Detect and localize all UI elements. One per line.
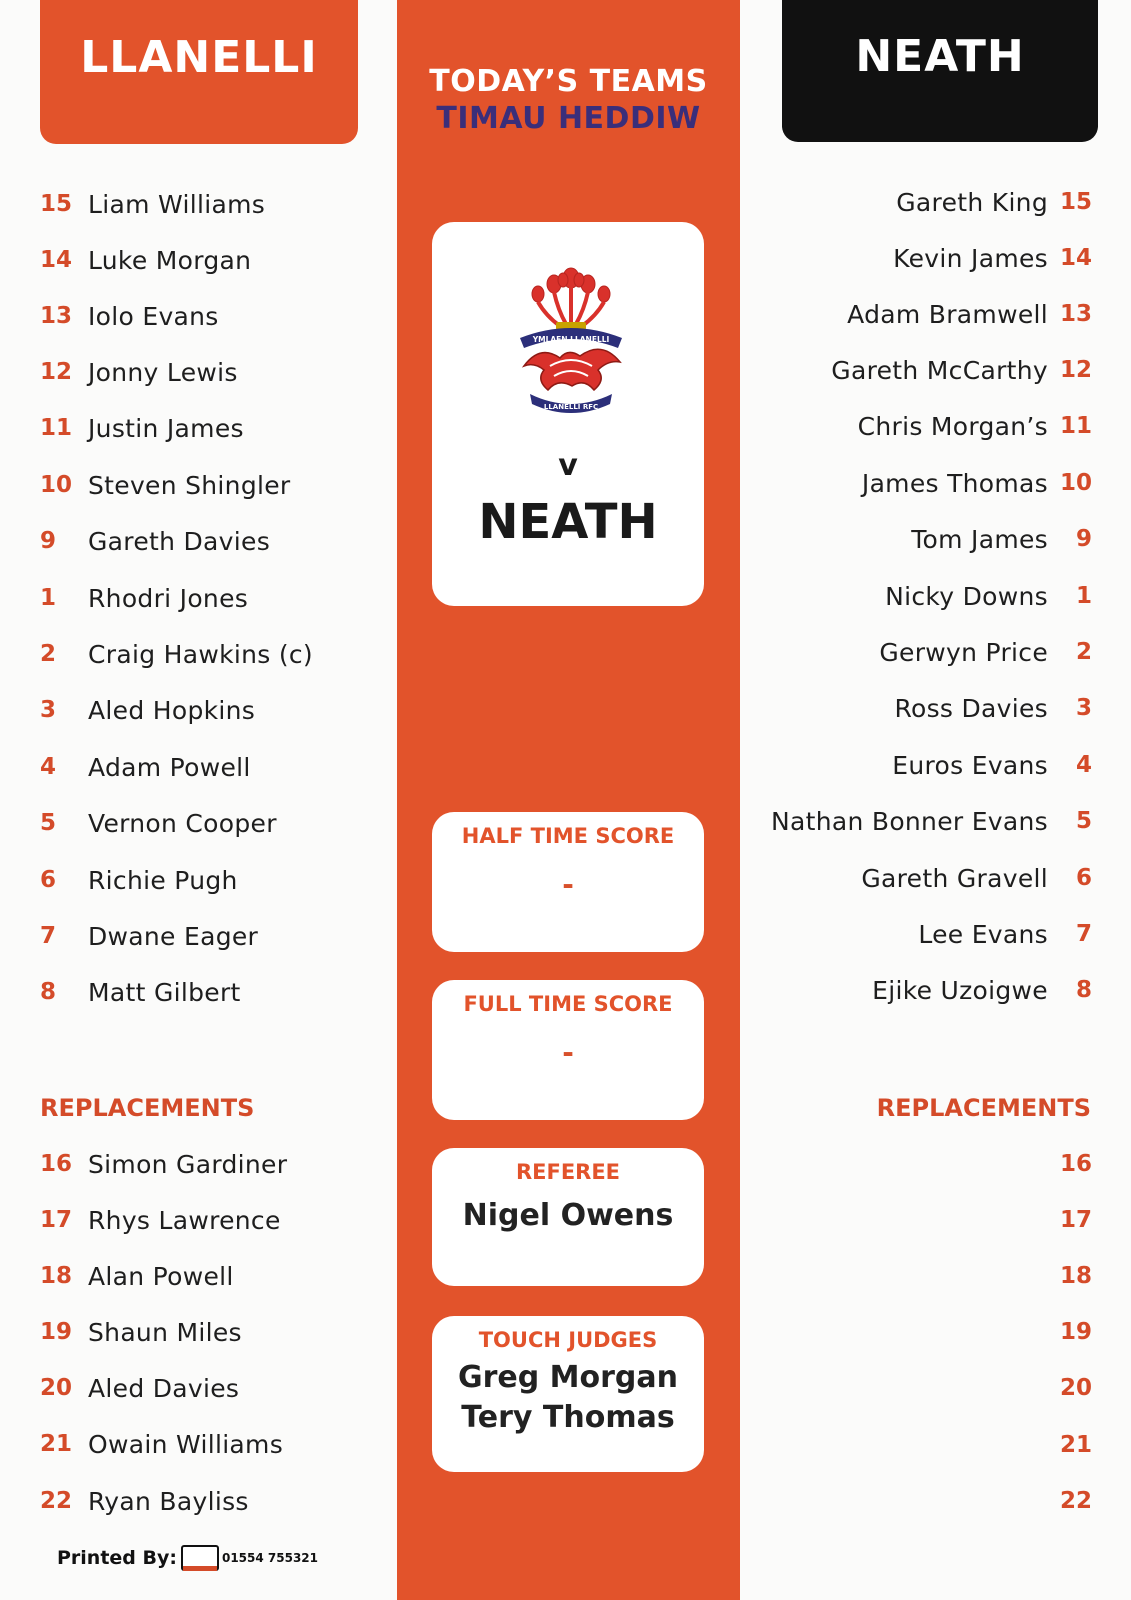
player-number: 13 [40, 303, 73, 329]
player-number: 15 [1059, 189, 1092, 215]
versus-label: v [558, 448, 578, 483]
player-number: 2 [1075, 639, 1092, 665]
away-player-row [740, 688, 1092, 728]
player-number: 11 [1059, 413, 1092, 439]
player-number: 3 [1075, 695, 1092, 721]
player-number: 20 [40, 1375, 73, 1401]
home-player-row [40, 521, 380, 561]
home-player-row [40, 916, 380, 956]
player-number: 22 [1059, 1488, 1092, 1514]
player-name: Gareth King [896, 187, 1048, 217]
player-number: 7 [40, 923, 57, 949]
printed-by-label: Printed By: [57, 1547, 177, 1569]
player-number: 10 [40, 472, 73, 498]
player-number: 2 [40, 641, 57, 667]
home-player-row [40, 296, 380, 336]
player-name: Aled Davies [88, 1373, 240, 1403]
player-name: James Thomas [861, 468, 1048, 498]
player-name: Chris Morgan’s [857, 411, 1048, 441]
player-number: 22 [40, 1488, 73, 1514]
player-name: Adam Powell [88, 752, 251, 782]
home-replacements-title: REPLACEMENTS [40, 1094, 255, 1122]
crest-motto-top: YMLAEN LLANELLI [532, 335, 610, 344]
away-replacement-row [740, 1481, 1092, 1521]
player-number: 12 [40, 359, 73, 385]
player-name: Justin James [88, 413, 244, 443]
player-number: 11 [40, 415, 73, 441]
player-name: Richie Pugh [88, 865, 238, 895]
player-name: Vernon Cooper [88, 808, 277, 838]
home-player-row [40, 747, 380, 787]
home-player-row [40, 690, 380, 730]
player-number: 19 [1059, 1319, 1092, 1345]
home-team-header [40, 0, 358, 144]
home-replacement-row [40, 1424, 380, 1464]
player-name: Gerwyn Price [879, 637, 1048, 667]
player-number: 20 [1059, 1375, 1092, 1401]
player-name: Nicky Downs [885, 581, 1048, 611]
away-replacement-row [740, 1200, 1092, 1240]
away-player-row [740, 294, 1092, 334]
player-name: Luke Morgan [88, 245, 252, 275]
player-name: Aled Hopkins [88, 695, 256, 725]
away-player-row [740, 632, 1092, 672]
player-number: 8 [40, 979, 57, 1005]
player-number: 5 [40, 810, 57, 836]
away-player-row [740, 858, 1092, 898]
player-number: 21 [1059, 1432, 1092, 1458]
player-number: 9 [40, 528, 57, 554]
home-player-row [40, 860, 380, 900]
player-number: 14 [1059, 245, 1092, 271]
player-number: 16 [40, 1151, 73, 1177]
player-name: Simon Gardiner [88, 1149, 288, 1179]
player-number: 3 [40, 697, 57, 723]
home-player-row [40, 184, 380, 224]
player-name: Adam Bramwell [847, 299, 1048, 329]
away-replacement-row [740, 1256, 1092, 1296]
away-team-name: NEATH [855, 30, 1025, 82]
away-replacements-title: REPLACEMENTS [876, 1094, 1091, 1122]
player-number: 18 [40, 1263, 73, 1289]
half-time-label: HALF TIME SCORE [461, 824, 675, 848]
player-name: Gareth Davies [88, 526, 271, 556]
player-name: Rhys Lawrence [88, 1205, 281, 1235]
printer-credit [57, 1545, 318, 1571]
player-number: 17 [1059, 1207, 1092, 1233]
away-player-row [740, 406, 1092, 446]
half-time-value: - [562, 868, 574, 901]
player-number: 9 [1075, 526, 1092, 552]
todays-teams-heading [397, 64, 740, 136]
player-name: Kevin James [893, 243, 1048, 273]
away-player-row [740, 350, 1092, 390]
away-player-row [740, 463, 1092, 503]
player-name: Owain Williams [88, 1429, 284, 1459]
player-number: 15 [40, 191, 73, 217]
player-name: Tom James [911, 524, 1048, 554]
player-name: Gareth McCarthy [831, 355, 1048, 385]
away-player-row [740, 519, 1092, 559]
referee-label: REFEREE [515, 1160, 621, 1184]
player-name: Craig Hawkins (c) [88, 639, 313, 669]
player-number: 1 [40, 585, 57, 611]
away-player-row [740, 801, 1092, 841]
player-number: 6 [40, 867, 57, 893]
player-number: 8 [1075, 977, 1092, 1003]
player-number: 21 [40, 1431, 73, 1457]
crest-motto-bottom: LLANELLI RFC [543, 403, 599, 411]
home-player-row [40, 240, 380, 280]
player-name: Liam Williams [88, 189, 266, 219]
home-player-row [40, 352, 380, 392]
referee-name: Nigel Owens [462, 1198, 674, 1233]
home-player-row [40, 634, 380, 674]
away-player-row [740, 914, 1092, 954]
opponent-name: NEATH [478, 494, 658, 550]
title-english: TODAY’S TEAMS [429, 64, 708, 99]
home-replacement-row [40, 1144, 380, 1184]
home-replacement-row [40, 1200, 380, 1240]
player-name: Ejike Uzoigwe [872, 975, 1048, 1005]
full-time-value: - [562, 1036, 574, 1069]
player-number: 4 [1075, 752, 1092, 778]
away-replacement-row [740, 1144, 1092, 1184]
player-name: Gareth Gravell [861, 863, 1048, 893]
title-welsh: TIMAU HEDDIW [436, 101, 701, 136]
player-name: Dwane Eager [88, 921, 259, 951]
away-player-row [740, 238, 1092, 278]
away-player-row [740, 970, 1092, 1010]
player-number: 1 [1075, 583, 1092, 609]
home-player-row [40, 408, 380, 448]
player-name: Nathan Bonner Evans [770, 806, 1048, 836]
home-player-row [40, 972, 380, 1012]
away-team-header [782, 0, 1098, 142]
home-player-row [40, 803, 380, 843]
player-name: Rhodri Jones [88, 583, 249, 613]
player-name: Lee Evans [918, 919, 1048, 949]
full-time-label: FULL TIME SCORE [463, 992, 673, 1016]
player-name: Shaun Miles [88, 1317, 242, 1347]
player-name: Euros Evans [892, 750, 1048, 780]
away-replacement-row [740, 1312, 1092, 1352]
home-replacement-row [40, 1368, 380, 1408]
player-name: Iolo Evans [88, 301, 219, 331]
player-name: Matt Gilbert [88, 977, 241, 1007]
half-time-score-card [432, 812, 704, 952]
full-time-score-card [432, 980, 704, 1120]
printer-phone: 01554 755321 [221, 1551, 319, 1565]
player-name: Ross Davies [894, 693, 1048, 723]
player-number: 4 [40, 754, 57, 780]
player-number: 16 [1059, 1151, 1092, 1177]
player-number: 6 [1075, 865, 1092, 891]
home-replacement-row [40, 1256, 380, 1296]
away-player-row [740, 182, 1092, 222]
player-number: 10 [1059, 470, 1092, 496]
touch-judges-label: TOUCH JUDGES [478, 1328, 658, 1352]
away-replacement-row [740, 1425, 1092, 1465]
home-player-row [40, 465, 380, 505]
player-number: 19 [40, 1319, 73, 1345]
touch-judge-2: Tery Thomas [461, 1400, 675, 1435]
home-replacement-row [40, 1481, 380, 1521]
printer-logo-icon [181, 1545, 219, 1571]
home-replacement-row [40, 1312, 380, 1352]
touch-judge-1: Greg Morgan [457, 1360, 679, 1395]
away-replacement-row [740, 1368, 1092, 1408]
player-number: 13 [1059, 301, 1092, 327]
away-player-row [740, 745, 1092, 785]
player-name: Jonny Lewis [88, 357, 238, 387]
player-name: Alan Powell [88, 1261, 234, 1291]
player-name: Steven Shingler [88, 470, 291, 500]
player-number: 7 [1075, 921, 1092, 947]
player-name: Ryan Bayliss [88, 1486, 249, 1516]
player-number: 12 [1059, 357, 1092, 383]
touch-judges-card [432, 1316, 704, 1472]
player-number: 14 [40, 247, 73, 273]
player-number: 5 [1075, 808, 1092, 834]
referee-card [432, 1148, 704, 1286]
llanelli-rfc-crest-icon [510, 266, 632, 426]
player-number: 18 [1059, 1263, 1092, 1289]
away-player-row [740, 576, 1092, 616]
home-player-row [40, 578, 380, 618]
match-card [432, 222, 704, 606]
home-team-name: LLANELLI [80, 31, 318, 83]
player-number: 17 [40, 1207, 73, 1233]
